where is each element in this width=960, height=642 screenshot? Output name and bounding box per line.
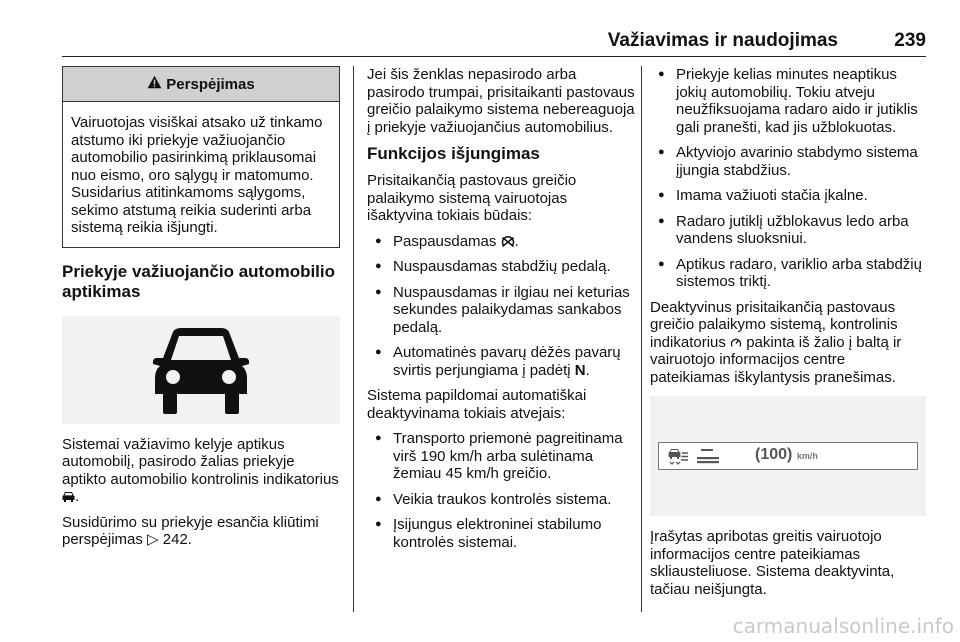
section-heading: Funkcijos išjungimas [367,144,540,163]
list-item: ● Radaro jutiklį užblokavus ledo arba vandens sluoksniui. [650,213,926,248]
page-number: 239 [894,30,926,51]
page-reference-icon: ▷ [147,531,159,548]
vehicle-ahead-indicator-icon [62,491,75,503]
paragraph: Deaktyvinus prisitaikančią pastovaus greičio palaikymo sistemą, kontrolinis indikatorius pakinta iš žalio į baltą ir vairuotojo informacijos centre pateikiamas iškylantysis pranešimas. [650,298,902,386]
list-item: ● Įsijungus elektroninei stabilumo kontrolės sistemai. [367,516,635,551]
list-item: ● Transporto priemonė pagreitinama virš 190 km/h arba sulėtinama žemiau 45 km/h greičio. [367,430,635,483]
paragraph: Sistema papildomai automatiškai deaktyvinama tokiais atvejais: [367,387,587,422]
watermark: carmanualsonline.info [732,614,954,638]
cruise-control-indicator-icon [730,337,742,349]
cruise-cancel-icon [501,236,515,248]
page-title: Važiavimas ir naudojimas [607,30,838,51]
paragraph: Jei šis ženklas nepasirodo arba pasirodo trumpai, prisitaikanti pastovaus greičio palaikymo sistema nebereaguoja į priekyje važiuojančius automobilius. [367,66,635,136]
following-distance-icon [697,448,719,464]
page-reference[interactable]: 242. [162,531,192,548]
paragraph: Įrašytas apribotas greitis vairuotojo informacijos centre pateikiamas skliausteliuose. Sistema deaktyvinta, tačiau neišjungta. [650,528,895,598]
auto-deactivation-list-cont [650,66,926,291]
list-item: ● Veikia traukos kontrolės sistema. [367,491,635,509]
paragraph: Susidūrimo su priekyje esančia kliūtimi perspėjimas ▷ 242. [62,513,319,548]
warning-text: Vairuotojas visiškai atsako už tinkamo atstumo iki priekyje važiuojančio automobilio pasirinkimą priklausomai nuo eismo, oro sąlygų ir matomumo. Susidarius atitinkamoms sąlygoms, sekimo atstumą reikia suderinti arba sistemą reikia išjungti. [71,114,323,236]
vehicle-ahead-icon [145,324,257,416]
driver-info-display [658,442,918,470]
driver-info-display-illustration [650,396,926,516]
section-heading: Priekyje važiuojančio automobilio aptikimas [62,261,336,301]
column-divider [641,66,642,612]
list-item: ● Imama važiuoti stačia įkalne. [650,187,926,205]
list-item: ● Aktyviojo avarinio stabdymo sistema įjungia stabdžius. [650,144,926,179]
paragraph: Prisitaikančią pastovaus greičio palaikymo sistemą vairuotojas išaktyvina tokiais būdais: [367,172,577,224]
list-item: ● Paspausdamas . [367,233,635,251]
warning-header [63,67,339,102]
column-middle [367,66,635,559]
paragraph: Sistemai važiavimo kelyje aptikus automobilį, pasirodo žalias priekyje aptikto automobilio kontrolinis indikatorius . [62,435,339,505]
warning-title: Perspėjimas [166,75,255,93]
column-divider [353,66,354,612]
warning-triangle-icon [147,75,162,93]
vehicle-ahead-illustration [62,316,340,424]
page-header [62,26,926,57]
warning-box [62,66,340,248]
auto-deactivation-list [367,430,635,551]
set-speed-readout: (100) km/h [755,446,818,463]
acc-vehicle-icon [667,447,689,465]
speed-unit: km/h [796,451,818,461]
list-item: ● Nuspausdamas stabdžių pedalą. [367,258,635,276]
column-left [62,66,340,557]
list-item: ● Aptikus radaro, variklio arba stabdžių sistemos triktį. [650,256,926,291]
list-item: ● Priekyje kelias minutes neaptikus jokių automobilių. Tokiu atveju neužfiksuojama radaro aido ir jutiklis gali pranešti, kad jis užblokuotas. [650,66,926,136]
deactivation-list [367,233,635,380]
column-right [650,66,926,606]
list-item: ● Automatinės pavarų dėžės pavarų svirtis perjungiama į padėtį N. [367,344,635,379]
list-item: ● Nuspausdamas ir ilgiau nei keturias sekundes palaikydamas sankabos pedalą. [367,284,635,337]
